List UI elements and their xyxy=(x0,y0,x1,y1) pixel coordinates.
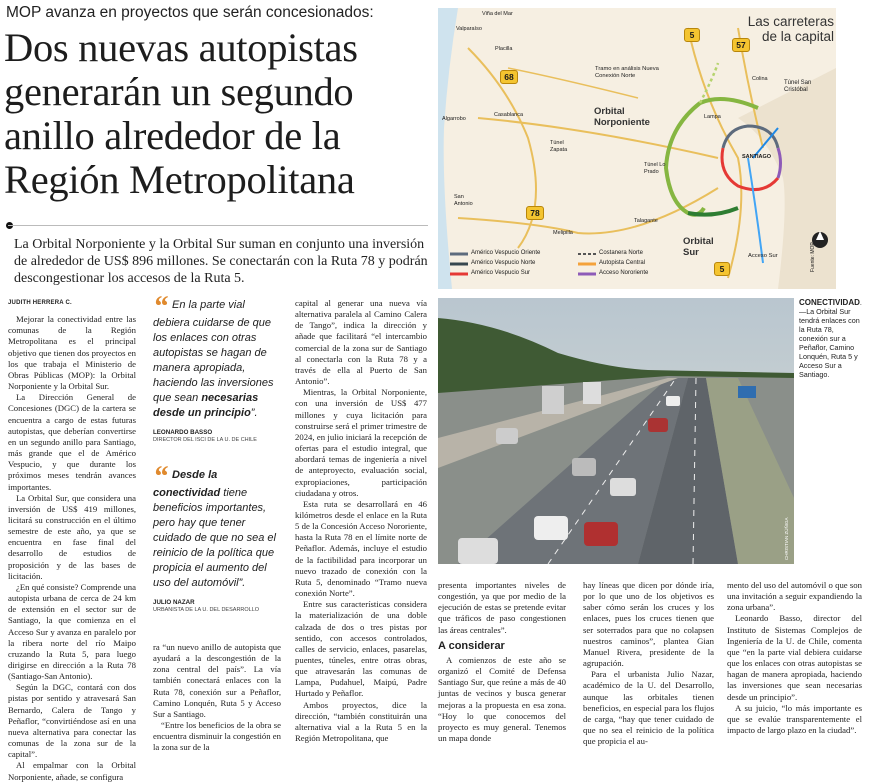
pull-quote-nazar xyxy=(153,460,281,613)
quote-text: “ En la parte vial debiera cuidarse de que los enlaces con otras autopistas se hagan de manera apropiada, haciendo las inversiones que sean necesarias desde un principio”. xyxy=(153,290,274,419)
paragraph: Esta ruta se desarrollará en 46 kilómetros desde el enlace en la Ruta 5 de la Concesión Acceso Nororiente, hasta la Ruta 78 en el límite norte de Peñaflor. Además, incluye el estudio de la factibilidad para incorporar un nuevo trazado de conexión con la Ruta 5, denominado “Tramo nueva conexión Norte”. xyxy=(295,498,427,599)
legend-item: Costanera Norte xyxy=(599,250,644,256)
quote-mark-icon: “ xyxy=(153,460,168,493)
orbital-norponiente-label: Orbital Norponiente xyxy=(594,106,650,128)
place-label: Talagante xyxy=(634,218,658,224)
place-label: Valparaíso xyxy=(456,26,482,32)
kicker: MOP avanza en proyectos que serán concesionados: xyxy=(6,4,374,21)
route-badge: 5 xyxy=(714,262,730,276)
place-label: Viña del Mar xyxy=(482,11,513,17)
place-label: San Antonio xyxy=(454,194,473,207)
quote-text: “ Desde la conectividad tiene beneficios importantes, pero hay que tener cuidado de que no sea el reinicio de la política que propicia el aumento del uso del automóvil”. xyxy=(153,460,276,589)
quote-source-role: DIRECTOR DEL ISCI DE LA U. DE CHILE xyxy=(153,437,257,443)
paragraph: “Entre los beneficios de la obra se encuentra disminuir la congestión en la zona sur de la xyxy=(153,720,281,753)
route-badge: 68 xyxy=(500,70,518,84)
subheadline: La Orbital Norponiente y la Orbital Sur suman en conjunto una inversión de alrededor de US$ 896 millones. Se conectarán con la Ruta 78 y podrán descongestionar los accesos de la Ruta 5. xyxy=(14,237,428,286)
legend-item: Autopista Central xyxy=(599,260,646,266)
place-label: Lampa xyxy=(704,114,721,120)
photo-credit: CHRISTIAN ZÚÑIGA xyxy=(784,517,789,560)
article-column-3 xyxy=(295,298,427,764)
tramo-label: Tramo en análisis Nueva Conexión Norte xyxy=(595,66,659,79)
paragraph: hay líneas que dicen por dónde iría, por lo que uno de los objetivos es saber cómo serán los cruces y los enlaces, pues los cruces tienen que ser soterrados para que no colapsen nuestros caminos”, plantea Gian Manuel Rivera, presidente de la agrupación. xyxy=(583,580,714,669)
place-label: Túnel Zapata xyxy=(550,140,568,153)
paragraph: Para el urbanista Julio Nazar, académico de la U. del Desarrollo, aunque las orbitales tienen beneficios, en especial para los flujos de carga, “hay que tener cuidado de que no sea el reinicio de la política que propicia el au- xyxy=(583,669,714,747)
paragraph: Al empalmar con la Orbital Norponiente, añade, se configura xyxy=(8,760,136,782)
photo-graphic xyxy=(438,298,794,564)
divider xyxy=(8,225,428,226)
acceso-sur-label: Acceso Sur xyxy=(748,253,778,259)
quote-mark-icon: “ xyxy=(153,290,168,323)
map-source: Fuente: MOP xyxy=(810,242,816,272)
paragraph: La Orbital Sur, que considera una inversión de US$ 419 millones, licitará su construcción en el último semestre de este año, ya que se encuentra en fase final del desarrollo de estudios de proposición y de las bases de licitación. xyxy=(8,492,136,581)
legend-item: Américo Vespucio Oriente xyxy=(471,250,541,256)
paragraph: presenta importantes niveles de congestión, ya que por medio de la ejecución de estas se pretende evitar que tráficos de paso congestionen las áreas centrales”. xyxy=(438,580,566,635)
byline: JUDITH HERRERA C. xyxy=(8,300,72,306)
paragraph: A comienzos de este año se organizó el Comité de Defensa Santiago Sur, que reúne a más de 40 juntas de vecinos y busca generar mejoras a la propuesta en esa zona. “Hoy lo que conocemos del proyecto es muy general. Tenemos un mapa donde xyxy=(438,654,566,744)
article-column-4 xyxy=(438,580,566,765)
place-label: Colina xyxy=(752,76,768,82)
highway-photo xyxy=(438,298,794,564)
legend-item: Américo Vespucio Norte xyxy=(471,260,536,266)
pull-quote-basso xyxy=(153,290,281,443)
quote-source-name: JULIO NAZAR xyxy=(153,599,195,606)
headline: Dos nuevas autopistas generarán un segundo anillo alrededor de la Región Metropolitana xyxy=(4,25,358,202)
article-column-5 xyxy=(583,580,714,765)
paragraph: Ambos proyectos, dice la dirección, “también constituirán una alternativa vial a la Ruta 5 en la Región Metropolitana, que xyxy=(295,699,427,744)
paragraph: Mejorar la conectividad entre las comunas de la Región Metropolitana es el principal objetivo que tienen dos proyectos en los que trabaja el Ministerio de Obras Públicas (MOP): la Orbital Norponiente y la Orbital Sur. xyxy=(8,314,136,392)
place-label: Túnel Lo Prado xyxy=(644,162,666,175)
place-label: Algarrobo xyxy=(442,116,466,122)
paragraph: Según la DGC, contará con dos pistas por sentido y atravesará San Bernardo, Calera de Tango y Peñaflor, “convirtiéndose así en una nueva alternativa para conectar las comunas de la zona sur de la capital”. xyxy=(8,682,136,760)
route-badge: 57 xyxy=(732,38,750,52)
legend-item: Américo Vespucio Sur xyxy=(471,270,531,276)
paragraph: mento del uso del automóvil o que son una invitación a seguir expandiendo la zona urbana”. xyxy=(727,580,862,613)
place-label: Placilla xyxy=(495,46,513,52)
place-label: SANTIAGO xyxy=(742,154,772,160)
article-column-1 xyxy=(8,298,136,782)
place-label: Túnel San Cristóbal xyxy=(784,80,812,93)
paragraph: ¿En qué consiste? Comprende una autopista urbana de cerca de 24 km de extensión en el sector sur de Santiago, la que comienza en el Acceso Sur y avanza en paralelo por la ribera norte del río Maipo cruzando la Ruta 5, para luego dirigirse en dirección a la Ruta 78 (Santiago-San Antonio). xyxy=(8,581,136,682)
roads-map xyxy=(438,8,836,289)
paragraph: ra “un nuevo anillo de autopista que ayudará a la descongestión de la zona central del país”. La vía también conectará enlaces con la Ruta 78, conexión sur a Peñaflor, Camino Lonquén, Ruta 5 y Acceso Sur a Santiago. xyxy=(153,642,281,719)
legend-item: Acceso Nororiente xyxy=(599,270,649,276)
route-badge: 78 xyxy=(526,206,544,220)
place-label: Casablanca xyxy=(494,112,524,118)
place-label: Melipilla xyxy=(553,230,573,236)
paragraph: Entre sus características considera la materialización de una doble calzada de dos o tres pistas por sentido, con accesos controlados, calles de servicio, enlaces, pasarelas, puentes, túneles, entre otras obras, que atravesarán las comunas de Lampa, Pudahuel, Maipú, Padre Hurtado y Peñaflor. xyxy=(295,599,427,699)
paragraph: A su juicio, “lo más importante es que se evalúe transparentemente el impacto de largo plazo en la ciudad”. xyxy=(727,702,862,736)
article-column-6 xyxy=(727,580,862,765)
paragraph: Leonardo Basso, director del Instituto de Sistemas Complejos de Ingeniería de la U. de Chile, comenta que “en la parte vial debiera cuidarse que los enlaces con otras autopistas se hagan de manera apropiada, haciendo las inversiones que sean necesarias desde un principio”. xyxy=(727,613,862,702)
section-subhead: A considerar xyxy=(438,639,505,652)
orbital-sur-label: Orbital Sur xyxy=(683,236,714,258)
route-badge: 5 xyxy=(684,28,700,42)
quote-source-role: URBANISTA DE LA U. DEL DESARROLLO xyxy=(153,607,260,613)
paragraph: La Dirección General de Concesiones (DGC) de la cartera se encuentra a cargo de estas futuras autopistas, que deberían convertirse en un segundo anillo para Santiago, más grande que el de Américo Vespucio, y que durante los próximos meses tendrán avances importantes. xyxy=(8,392,136,492)
article-column-2 xyxy=(153,642,281,764)
map-title: Las carreteras de la capital xyxy=(747,14,834,44)
paragraph: Mientras, la Orbital Norponiente, con una inversión de US$ 477 millones y cuya licitación para construirse será el primer trimestre de 2024, en julio iniciará la recepción de ofertas para el estudio integral, que abordará temas de ingeniería a nivel de anteproyecto, evaluación social, expropiaciones, participación ciudadana y otros. xyxy=(295,387,427,498)
paragraph: capital al generar una nueva vía alternativa paralela al Camino Calera de Tango”, indica la dirección y añade que facilitará “el intercambio comercial de la zona sur de Santiago al conectarla con la Ruta 78 y a través de ella al Puerto de San Antonio”. xyxy=(295,298,427,387)
photo-caption: CONECTIVIDAD.—La Orbital Sur tendrá enlaces con la Ruta 78, conexión sur a Peñaflor, Camino Lonquén, Ruta 5 y Acceso Sur a Santiago. xyxy=(799,298,862,379)
quote-source-name: LEONARDO BASSO xyxy=(153,429,213,436)
